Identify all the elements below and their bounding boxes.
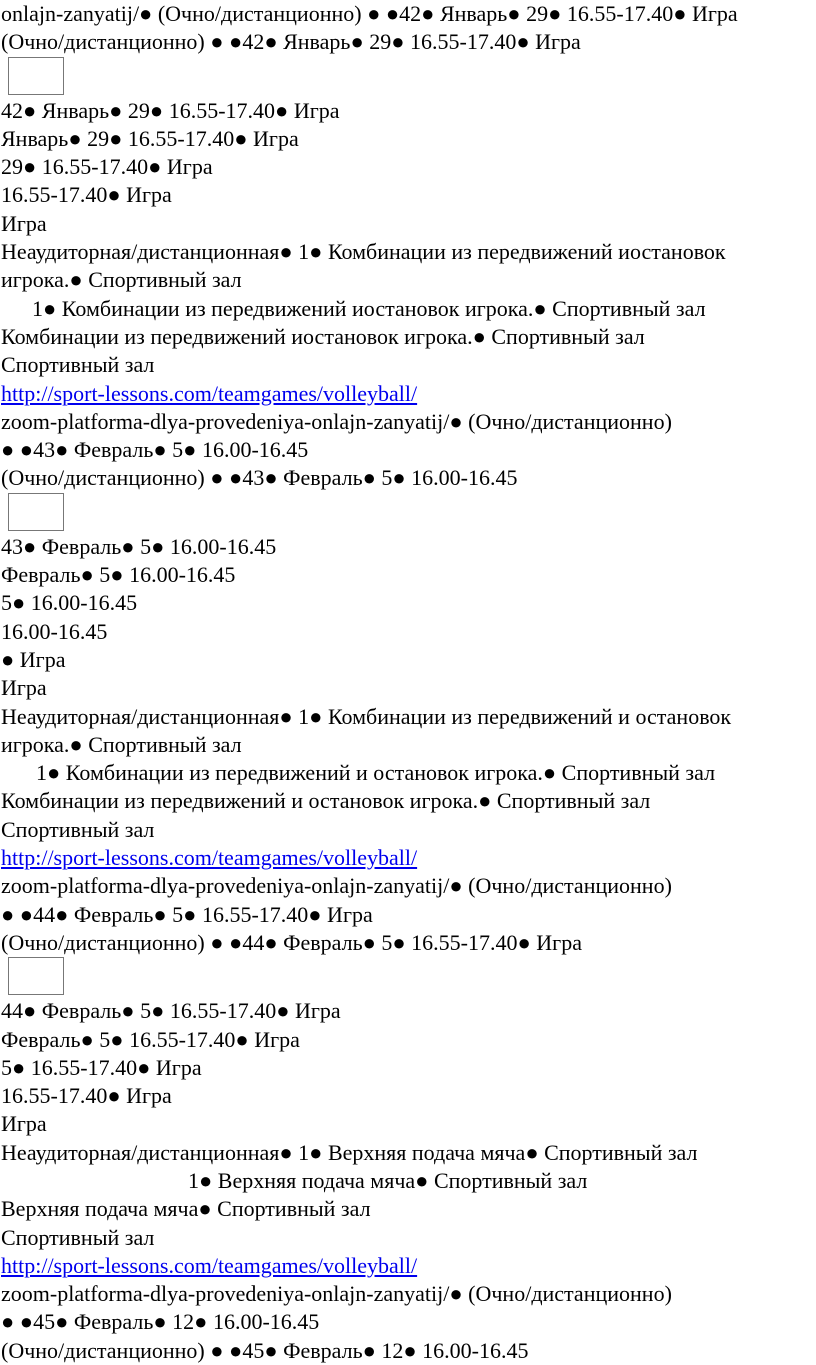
text-line: (Очно/дистанционно) ● ●45● Февраль● 12● 16.00-16.45: [1, 1337, 529, 1363]
text-line: 5● 16.00-16.45: [1, 590, 138, 616]
text-line: Игра: [1, 210, 47, 236]
text-line: zoom-platforma-dlya-provedeniya-onlajn-zanyatij/● (Очно/дистанционно): [1, 1281, 672, 1307]
text-line: ● ●44● Февраль● 5● 16.55-17.40● Игра: [1, 901, 373, 927]
text-line: ● ●43● Февраль● 5● 16.00-16.45: [1, 437, 309, 463]
text-line-indented: 1● Комбинации из передвижений и остановок игрока.● Спортивный зал: [36, 760, 716, 786]
text-line: Февраль● 5● 16.55-17.40● Игра: [1, 1026, 300, 1052]
text-line: Спортивный зал: [1, 816, 155, 842]
link-line: [0, 1252, 816, 1280]
text-line: 42● Январь● 29● 16.55-17.40● Игра: [1, 97, 340, 123]
volleyball-link[interactable]: http://sport-lessons.com/teamgames/volleyball/: [1, 845, 418, 871]
text-line: Спортивный зал: [1, 352, 155, 378]
text-line: 16.00-16.45: [1, 618, 108, 644]
text-line: Неаудиторная/дистанционная● 1● Верхняя подача мяча● Спортивный зал: [1, 1139, 698, 1165]
image-placeholder-row: [0, 493, 816, 533]
text-line: zoom-platforma-dlya-provedeniya-onlajn-zanyatij/● (Очно/дистанционно): [1, 408, 672, 434]
text-line: (Очно/дистанционно) ● ●43● Февраль● 5● 16.00-16.45: [1, 465, 518, 491]
volleyball-link[interactable]: http://sport-lessons.com/teamgames/volleyball/: [1, 1252, 418, 1278]
text-line: игрока.● Спортивный зал: [1, 731, 242, 757]
text-line: игрока.● Спортивный зал: [1, 267, 242, 293]
text-line: 43● Февраль● 5● 16.00-16.45: [1, 533, 277, 559]
text-line: 44● Февраль● 5● 16.55-17.40● Игра: [1, 998, 341, 1024]
image-placeholder-row: [0, 57, 816, 97]
text-line: 29● 16.55-17.40● Игра: [1, 154, 213, 180]
image-placeholder: [8, 57, 64, 95]
text-line: 16.55-17.40● Игра: [1, 182, 172, 208]
link-line: [0, 380, 816, 408]
text-line: Неаудиторная/дистанционная● 1● Комбинации из передвижений и остановок: [1, 703, 732, 729]
text-line: (Очно/дистанционно) ● ●42● Январь● 29● 16.55-17.40● Игра: [1, 29, 581, 55]
text-line: onlajn-zanyatij/● (Очно/дистанционно) ● ●42● Январь● 29● 16.55-17.40● Игра: [1, 1, 738, 26]
image-placeholder: [8, 957, 64, 995]
text-line: zoom-platforma-dlya-provedeniya-onlajn-zanyatij/● (Очно/дистанционно): [1, 873, 672, 899]
image-placeholder-row: [0, 957, 816, 997]
text-line: (Очно/дистанционно) ● ●44● Февраль● 5● 16.55-17.40● Игра: [1, 929, 582, 955]
text-line: Игра: [1, 1111, 47, 1137]
text-line: ● ●45● Февраль● 12● 16.00-16.45: [1, 1309, 320, 1335]
text-line: Январь● 29● 16.55-17.40● Игра: [1, 125, 299, 151]
text-line: 16.55-17.40● Игра: [1, 1083, 172, 1109]
text-line-indented: 1● Верхняя подача мяча● Спортивный зал: [188, 1167, 588, 1193]
volleyball-link[interactable]: http://sport-lessons.com/teamgames/volleyball/: [1, 380, 418, 406]
text-line: Спортивный зал: [1, 1224, 155, 1250]
text-line: ● Игра: [1, 646, 66, 672]
text-line-indented: 1● Комбинации из передвижений иостановок игрока.● Спортивный зал: [32, 295, 706, 321]
image-placeholder: [8, 493, 64, 531]
text-line: Комбинации из передвижений и остановок игрока.● Спортивный зал: [1, 788, 651, 814]
link-line: [0, 844, 816, 872]
text-line: Верхняя подача мяча● Спортивный зал: [1, 1196, 371, 1222]
text-line: Неаудиторная/дистанционная● 1● Комбинации из передвижений иостановок: [1, 239, 726, 265]
text-line: Комбинации из передвижений иостановок игрока.● Спортивный зал: [1, 323, 645, 349]
text-line: Февраль● 5● 16.00-16.45: [1, 562, 236, 588]
text-line: 5● 16.55-17.40● Игра: [1, 1054, 202, 1080]
text-line: Игра: [1, 675, 47, 701]
